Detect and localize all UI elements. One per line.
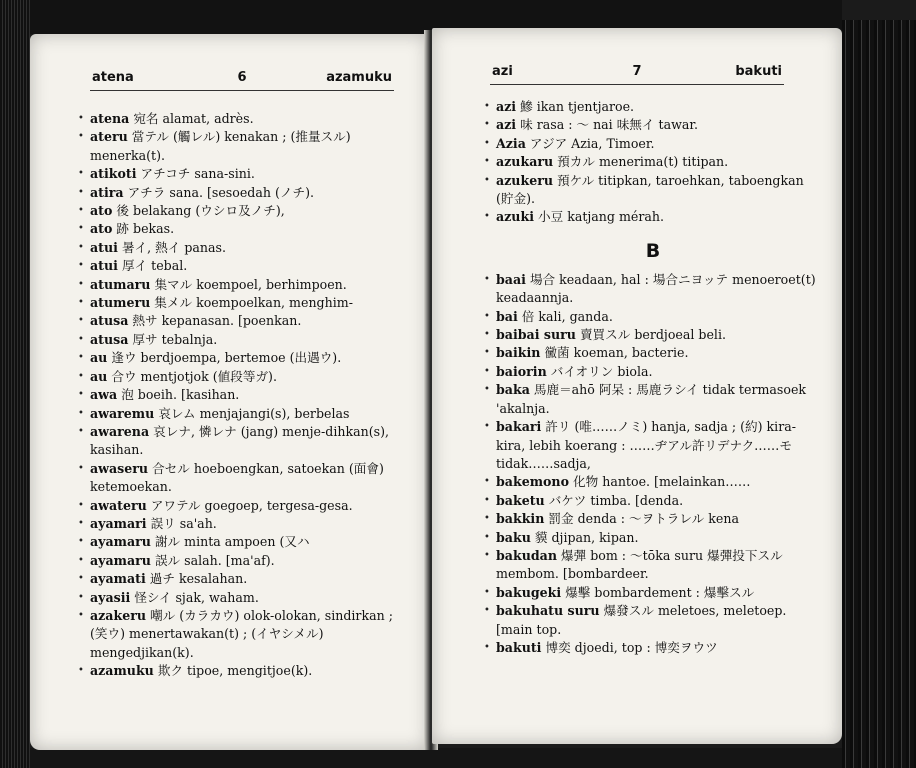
margin-mark-icon: • (78, 554, 84, 566)
entry-definition: 馬鹿＝ahō 阿呆 : 馬鹿ラシイ tidak termasoek 'akalnja. (496, 382, 807, 416)
dictionary-entry (484, 308, 822, 326)
left-header-last-word: azamuku (326, 70, 392, 85)
margin-mark-icon: • (484, 101, 490, 112)
entry-definition: 後 belakang (ウシロ及ノチ), (116, 203, 285, 219)
entry-definition: バケツ timba. [denda. (548, 492, 684, 508)
margin-mark-icon: • (484, 641, 490, 653)
entry-definition: 倍 kali, ganda. (521, 308, 613, 324)
dictionary-entry (484, 271, 822, 308)
margin-mark-icon: • (78, 278, 84, 290)
entry-definition: 集マル koempoel, berhimpoen. (154, 276, 347, 292)
entry-headword: ateru (90, 129, 128, 145)
margin-mark-icon: • (484, 513, 490, 525)
entry-headword: Azia (496, 135, 526, 151)
dictionary-entry (484, 172, 822, 209)
margin-mark-icon: • (78, 205, 84, 217)
dictionary-entry (78, 405, 408, 423)
entry-definition: 哀レム menjajangi(s), berbelas (158, 405, 350, 421)
entry-definition: 貘 djipan, kipan. (534, 529, 639, 545)
dictionary-entry (78, 165, 408, 183)
margin-mark-icon: • (484, 329, 490, 341)
entry-definition: 爆發スル meletoes, meletoep. [main top. (496, 603, 787, 637)
entry-headword: bakudan (496, 547, 557, 563)
entry-definition: 小豆 katjang mérah. (538, 209, 665, 225)
entry-definition: 厚イ tebal. (121, 258, 188, 274)
dictionary-entry (484, 602, 822, 639)
dictionary-entry (484, 363, 822, 381)
dictionary-entry (484, 116, 822, 134)
margin-mark-icon: • (484, 347, 490, 359)
entry-headword: ayamati (90, 571, 146, 587)
entry-definition: アチコチ sana-sini. (140, 166, 255, 182)
margin-mark-icon: • (78, 131, 84, 143)
entry-definition: 誤ル salah. [ma'af). (154, 552, 275, 568)
entry-definition: 過チ kesalahan. (149, 571, 248, 587)
dictionary-entry (78, 276, 408, 294)
entry-definition: 鰺 ikan tjentjaroe. (520, 99, 635, 114)
entry-definition: 預カル menerima(t) titipan. (557, 154, 729, 170)
dictionary-entry (484, 208, 822, 226)
left-page (30, 34, 428, 750)
margin-mark-icon: • (78, 499, 84, 511)
entry-headword: awaseru (90, 460, 149, 476)
entry-headword: baketu (496, 492, 545, 508)
entry-headword: au (90, 350, 108, 366)
entry-headword: azi (496, 117, 517, 133)
margin-mark-icon: • (78, 407, 84, 419)
dictionary-entry (484, 418, 822, 473)
margin-mark-icon: • (78, 223, 84, 235)
entry-definition: 嘲ル (カラカウ) olok-olokan, sindirkan ; (笑ウ) menertawakan(t) ; (イヤシメル) mengedjikan(k). (90, 607, 393, 660)
margin-mark-icon: • (78, 462, 84, 474)
dictionary-entry (484, 584, 822, 602)
entry-definition: 逢ウ berdjoempa, bertemoe (出遇ウ). (111, 350, 342, 366)
entry-headword: atena (90, 111, 130, 126)
entry-definition: 爆擊 bombardement : 爆擊スル (565, 584, 755, 600)
entry-definition: 味 rasa : ～ nai 味無イ tawar. (520, 117, 698, 133)
dictionary-entry (78, 239, 408, 257)
entry-headword: bakuhatu suru (496, 603, 600, 619)
entry-definition: 暑イ, 熱イ panas. (121, 239, 226, 255)
left-header-rule (90, 90, 394, 91)
entry-headword: au (90, 368, 108, 384)
left-page-edge (0, 0, 30, 768)
entry-definition: 場合 keadaan, hal : 場合ニヨッテ menoeroet(t) keadaannja. (496, 271, 816, 306)
entry-headword: azukeru (496, 172, 553, 188)
dictionary-entry (78, 294, 408, 312)
margin-mark-icon: • (484, 605, 490, 617)
margin-mark-icon: • (78, 389, 84, 401)
margin-mark-icon: • (78, 315, 84, 327)
right-page-header (492, 64, 782, 84)
entry-headword: baikin (496, 345, 541, 361)
entry-definition: 宛名 alamat, adrès. (133, 111, 254, 126)
margin-mark-icon: • (484, 174, 490, 186)
entry-headword: bakkin (496, 511, 545, 527)
entry-headword: azamuku (90, 663, 154, 679)
dictionary-entry (78, 220, 408, 238)
entry-headword: ayamaru (90, 552, 151, 568)
dictionary-entry (78, 184, 408, 202)
margin-mark-icon: • (78, 352, 84, 364)
right-page-number: 7 (632, 64, 642, 79)
entry-headword: ayamaru (90, 534, 151, 550)
margin-mark-icon: • (484, 531, 490, 543)
margin-mark-icon: • (78, 186, 84, 198)
dictionary-entry (78, 497, 408, 515)
dictionary-entry (484, 135, 822, 153)
right-page (432, 28, 842, 744)
entry-headword: baibai suru (496, 327, 576, 343)
margin-mark-icon: • (78, 297, 84, 309)
entry-headword: ayasii (90, 589, 131, 605)
right-entry-list (484, 98, 822, 657)
entry-definition: 怪シイ sjak, waham. (134, 589, 259, 605)
margin-mark-icon: • (78, 609, 84, 621)
entry-headword: azakeru (90, 607, 147, 623)
margin-mark-icon: • (484, 549, 490, 561)
entry-definition: 熱サ kepanasan. [poenkan. (132, 313, 302, 329)
entry-headword: azuki (496, 209, 534, 225)
margin-mark-icon: • (78, 591, 84, 603)
bottom-border (30, 748, 842, 768)
entry-definition: 泡 boeih. [kasihan. (121, 387, 240, 403)
margin-mark-icon: • (484, 494, 490, 506)
entry-definition: 罰金 denda : ～ヲトラレル kena (548, 511, 739, 527)
entry-headword: azukaru (496, 154, 554, 170)
margin-mark-icon: • (78, 168, 84, 180)
margin-mark-icon: • (484, 586, 490, 598)
right-page-edges (842, 20, 916, 768)
dictionary-entry (78, 570, 408, 588)
entry-headword: bakugeki (496, 584, 562, 600)
margin-mark-icon: • (78, 517, 84, 529)
entry-definition: バイオリン biola. (550, 363, 653, 379)
entry-definition: 當テル (觸レル) kenakan ; (推量スル) menerka(t). (90, 129, 351, 163)
margin-mark-icon: • (484, 119, 490, 131)
entry-definition: 集メル koempoelkan, menghim- (154, 295, 353, 311)
entry-headword: atikoti (90, 166, 137, 182)
entry-definition: 合セル hoeboengkan, satoekan (面會) ketemoekan. (90, 460, 384, 495)
entry-headword: awaremu (90, 405, 155, 421)
entry-headword: awa (90, 387, 118, 403)
entry-headword: awarena (90, 423, 150, 439)
entry-headword: ayamari (90, 515, 147, 531)
left-page-header (92, 70, 392, 90)
entry-headword: bakemono (496, 474, 569, 490)
margin-mark-icon: • (78, 113, 84, 124)
dictionary-entry (78, 607, 408, 662)
entry-definition: 欺ク tipoe, mengitjoe(k). (157, 663, 313, 679)
dictionary-entry (484, 381, 822, 418)
margin-mark-icon: • (78, 536, 84, 548)
entry-headword: atumeru (90, 295, 151, 311)
entry-headword: atumaru (90, 276, 151, 292)
entry-definition: 合ウ mentjotjok (値段等ガ). (111, 368, 277, 384)
entry-definition: 預ケル titipkan, taroehkan, taboengkan (貯金). (496, 172, 804, 207)
margin-mark-icon: • (484, 310, 490, 322)
margin-mark-icon: • (484, 365, 490, 377)
entry-definition: 謝ル minta ampoen (又ハ (154, 534, 310, 550)
margin-mark-icon: • (484, 421, 490, 433)
dictionary-entry (78, 460, 408, 497)
entry-headword: baka (496, 382, 530, 398)
margin-mark-icon: • (484, 137, 490, 149)
margin-mark-icon: • (78, 241, 84, 253)
dictionary-entry (484, 473, 822, 491)
margin-mark-icon: • (484, 156, 490, 168)
entries-a-section (484, 98, 822, 227)
entry-headword: baku (496, 529, 531, 545)
entry-headword: ato (90, 203, 113, 219)
dictionary-entry (78, 368, 408, 386)
entry-headword: azi (496, 99, 517, 114)
margin-mark-icon: • (484, 476, 490, 488)
dictionary-entry (484, 344, 822, 362)
entry-headword: baiorin (496, 363, 547, 379)
dictionary-entry (484, 98, 822, 116)
entry-headword: atusa (90, 331, 129, 347)
dictionary-entry (78, 331, 408, 349)
dictionary-entry (78, 386, 408, 404)
dictionary-entry (484, 529, 822, 547)
dictionary-entry (78, 257, 408, 275)
dictionary-entry (78, 312, 408, 330)
entries-b-section (484, 271, 822, 658)
entry-definition: 黴菌 koeman, bacterie. (544, 345, 689, 361)
dictionary-entry (484, 510, 822, 528)
entry-definition: 許リ (唯……ノミ) hanja, sadja ; (約) kira-kira, lebih koerang : ……ヂアル許リデナク……モ tidak……sadja, (496, 419, 796, 471)
entry-definition: 跡 bekas. (116, 221, 175, 237)
entry-headword: bakuti (496, 639, 542, 655)
entry-headword: atusa (90, 313, 129, 329)
entry-headword: ato (90, 221, 113, 237)
dictionary-entry (484, 153, 822, 171)
dictionary-entry (78, 552, 408, 570)
margin-mark-icon: • (484, 384, 490, 396)
entry-definition: 哀レナ, 憐レナ (jang) menje-dihkan(s), kasihan. (90, 423, 390, 458)
margin-mark-icon: • (78, 665, 84, 677)
left-entry-list (78, 110, 408, 681)
dictionary-entry (78, 662, 408, 680)
dictionary-entry (78, 515, 408, 533)
dictionary-entry (78, 202, 408, 220)
dictionary-entry (78, 533, 408, 551)
entry-headword: atui (90, 239, 118, 255)
section-letter-heading: B (645, 239, 661, 262)
entry-headword: baai (496, 271, 526, 287)
dictionary-entry (78, 423, 408, 460)
dictionary-entry (484, 547, 822, 584)
entry-definition: 誤リ sa'ah. (150, 515, 217, 531)
margin-mark-icon: • (78, 370, 84, 382)
entry-definition: 博奕 djoedi, top : 博奕ヲウツ (545, 639, 718, 655)
entry-headword: bakari (496, 419, 542, 435)
entry-definition: 化物 hantoe. [melainkan…… (573, 474, 751, 490)
dictionary-entry (78, 110, 408, 128)
entry-headword: awateru (90, 497, 147, 513)
margin-mark-icon: • (78, 573, 84, 585)
margin-mark-icon: • (78, 260, 84, 272)
margin-mark-icon: • (484, 273, 490, 285)
left-header-first-word: atena (92, 70, 134, 85)
right-header-first-word: azi (492, 64, 513, 79)
entry-definition: アジア Azia, Timoer. (529, 135, 655, 151)
entry-definition: 爆彈 bom : ～tōka suru 爆彈投下スル membom. [bombardeer. (496, 547, 783, 582)
right-header-rule (490, 84, 784, 85)
right-header-last-word: bakuti (735, 64, 782, 79)
dictionary-entry (484, 639, 822, 657)
dictionary-entry (78, 349, 408, 367)
margin-mark-icon: • (78, 333, 84, 345)
margin-mark-icon: • (484, 211, 490, 223)
entry-headword: atira (90, 184, 124, 200)
dictionary-entry (78, 589, 408, 607)
margin-mark-icon: • (78, 425, 84, 437)
entry-headword: bai (496, 308, 518, 324)
dictionary-entry (78, 128, 408, 165)
left-page-number: 6 (237, 70, 247, 85)
entry-definition: アワテル goegoep, tergesa-gesa. (150, 497, 353, 513)
entry-headword: atui (90, 258, 118, 274)
entry-definition: 厚サ tebalnja. (132, 331, 218, 347)
entry-definition: 賣買スル berdjoeal beli. (579, 327, 726, 343)
dictionary-entry (484, 492, 822, 510)
entry-definition: アチラ sana. [sesoedah (ノチ). (127, 184, 314, 200)
dictionary-entry (484, 326, 822, 344)
